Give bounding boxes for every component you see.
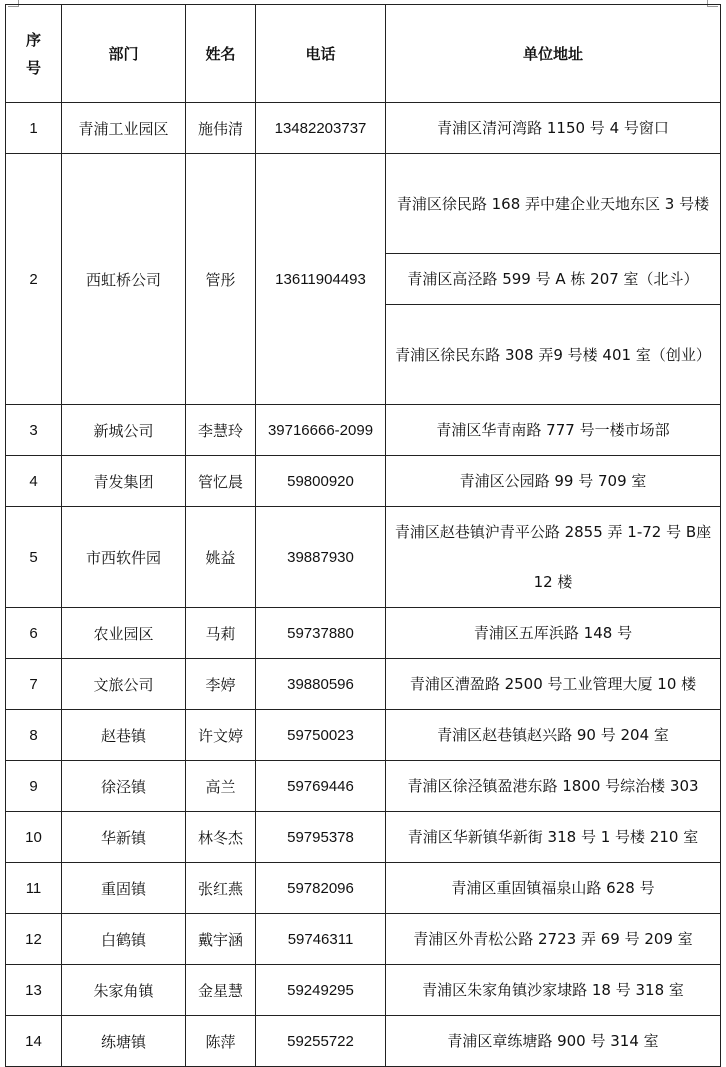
cell-address: 青浦区徐民路 168 弄中建企业天地东区 3 号楼	[386, 154, 721, 254]
cell-department: 青发集团	[62, 456, 186, 507]
cell-seq: 11	[6, 863, 62, 914]
cell-seq: 3	[6, 405, 62, 456]
table-header-row	[6, 5, 721, 103]
header-seq	[6, 5, 62, 103]
cell-name: 马莉	[186, 608, 256, 659]
cell-name: 管忆晨	[186, 456, 256, 507]
cell-seq: 13	[6, 965, 62, 1016]
table-row	[6, 965, 721, 1016]
cell-address: 青浦区重固镇福泉山路 628 号	[386, 863, 721, 914]
table-row	[6, 812, 721, 863]
header-seq-top: 序	[25, 30, 41, 49]
cell-address: 青浦区赵巷镇沪青平公路 2855 弄 1-72 号 B座 12 楼	[386, 507, 721, 608]
cell-address: 青浦区华青南路 777 号一楼市场部	[386, 405, 721, 456]
cell-name: 李婷	[186, 659, 256, 710]
cell-name: 金星慧	[186, 965, 256, 1016]
cell-address: 青浦区华新镇华新街 318 号 1 号楼 210 室	[386, 812, 721, 863]
cell-address: 青浦区徐民东路 308 弄9 号楼 401 室（创业）	[386, 305, 721, 405]
header-seq-bottom: 号	[25, 58, 41, 77]
cell-department: 赵巷镇	[62, 710, 186, 761]
header-department: 部门	[62, 5, 186, 103]
cell-name: 姚益	[186, 507, 256, 608]
cell-department: 徐泾镇	[62, 761, 186, 812]
table-row	[6, 405, 721, 456]
cell-department: 朱家角镇	[62, 965, 186, 1016]
cell-department: 市西软件园	[62, 507, 186, 608]
cell-address: 青浦区外青松公路 2723 弄 69 号 209 室	[386, 914, 721, 965]
cell-phone: 59249295	[256, 965, 386, 1016]
cell-address: 青浦区漕盈路 2500 号工业管理大厦 10 楼	[386, 659, 721, 710]
table-row	[6, 154, 721, 254]
cell-department: 白鹤镇	[62, 914, 186, 965]
cell-phone: 59800920	[256, 456, 386, 507]
cell-address: 青浦区朱家角镇沙家埭路 18 号 318 室	[386, 965, 721, 1016]
table-row	[6, 659, 721, 710]
cell-address: 青浦区高泾路 599 号 A 栋 207 室（北斗）	[386, 254, 721, 305]
cell-phone: 39887930	[256, 507, 386, 608]
cell-phone: 39716666-2099	[256, 405, 386, 456]
cell-department: 新城公司	[62, 405, 186, 456]
cell-address: 青浦区赵巷镇赵兴路 90 号 204 室	[386, 710, 721, 761]
cell-seq: 8	[6, 710, 62, 761]
cell-seq: 2	[6, 154, 62, 405]
cell-phone: 13482203737	[256, 103, 386, 154]
cell-seq: 9	[6, 761, 62, 812]
cell-address: 青浦区清河湾路 1150 号 4 号窗口	[386, 103, 721, 154]
cell-phone: 59782096	[256, 863, 386, 914]
table-row	[6, 1016, 721, 1067]
cell-phone: 59750023	[256, 710, 386, 761]
cell-name: 管彤	[186, 154, 256, 405]
cell-department: 练塘镇	[62, 1016, 186, 1067]
cell-department: 华新镇	[62, 812, 186, 863]
cell-seq: 10	[6, 812, 62, 863]
cell-name: 高兰	[186, 761, 256, 812]
header-phone: 电话	[256, 5, 386, 103]
table-row	[6, 761, 721, 812]
cell-seq: 12	[6, 914, 62, 965]
table-row	[6, 608, 721, 659]
cell-seq: 7	[6, 659, 62, 710]
cell-phone: 59795378	[256, 812, 386, 863]
cell-seq: 1	[6, 103, 62, 154]
cell-seq: 4	[6, 456, 62, 507]
cell-seq: 14	[6, 1016, 62, 1067]
cell-address: 青浦区公园路 99 号 709 室	[386, 456, 721, 507]
cell-name: 林冬杰	[186, 812, 256, 863]
cell-name: 戴宇涵	[186, 914, 256, 965]
table-row	[6, 863, 721, 914]
cell-seq: 6	[6, 608, 62, 659]
cell-phone: 13611904493	[256, 154, 386, 405]
table-row	[6, 710, 721, 761]
cell-name: 陈萍	[186, 1016, 256, 1067]
cell-phone: 59737880	[256, 608, 386, 659]
cell-phone: 39880596	[256, 659, 386, 710]
header-name: 姓名	[186, 5, 256, 103]
cell-department: 文旅公司	[62, 659, 186, 710]
contact-table	[5, 4, 721, 1067]
cell-phone: 59746311	[256, 914, 386, 965]
cell-name: 施伟清	[186, 103, 256, 154]
table-row	[6, 507, 721, 608]
cell-department: 青浦工业园区	[62, 103, 186, 154]
cell-department: 西虹桥公司	[62, 154, 186, 405]
cell-phone: 59769446	[256, 761, 386, 812]
header-address: 单位地址	[386, 5, 721, 103]
cell-name: 许文婷	[186, 710, 256, 761]
cell-phone: 59255722	[256, 1016, 386, 1067]
cell-address: 青浦区徐泾镇盈港东路 1800 号综治楼 303	[386, 761, 721, 812]
table-row	[6, 914, 721, 965]
cell-name: 张红燕	[186, 863, 256, 914]
cell-address: 青浦区五厍浜路 148 号	[386, 608, 721, 659]
cell-name: 李慧玲	[186, 405, 256, 456]
cell-department: 农业园区	[62, 608, 186, 659]
table-row	[6, 456, 721, 507]
cell-seq: 5	[6, 507, 62, 608]
cell-address: 青浦区章练塘路 900 号 314 室	[386, 1016, 721, 1067]
cell-department: 重固镇	[62, 863, 186, 914]
table-row	[6, 103, 721, 154]
